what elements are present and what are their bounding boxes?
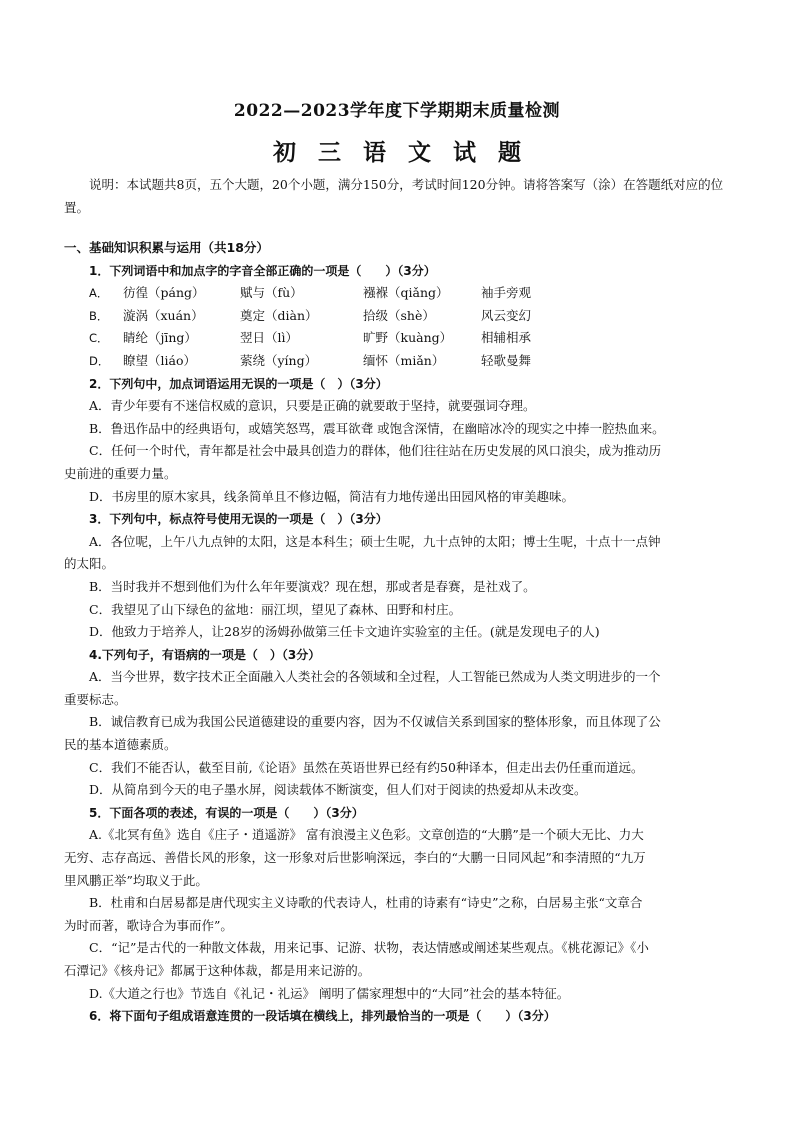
question-3-option-a-cont: 的太阳。	[64, 556, 115, 572]
question-2-option-c-cont: 史前进的重要力量。	[64, 465, 177, 481]
question-1-stem: 1．下列词语中和加点字的字音全部正确的一项是（ ）（3分）	[89, 263, 436, 278]
question-2-option-d: D．书房里的原木家具，线条简单且不修边幅，简洁有力地传递出田园风格的审美趣味。	[89, 488, 575, 504]
question-4-option-a: A．当今世界，数字技术正全面融入人类社会的各领域和全过程，人工智能已然成为人类文明进步的一个	[89, 669, 661, 685]
question-1-option-d	[64, 350, 736, 373]
option-word: 缅怀（miǎn）	[363, 352, 445, 368]
question-5-option-b: B．杜甫和白居易都是唐代现实主义诗歌的代表诗人，杜甫的诗素有“诗史”之称，白居易主张“文章合	[89, 895, 643, 911]
option-word: 袖手旁观	[481, 285, 532, 301]
option-word: 睛纶（jīng）	[123, 330, 197, 346]
question-4-option-c: C．我们不能否认，截至目前,《论语》虽然在英语世界已经有约50种译本，但走出去仍任重而道远。	[89, 759, 644, 775]
option-word: 萦绕（yíng）	[240, 352, 318, 368]
question-4-option-d: D．从简帛到今天的电子墨水屏，阅读载体不断演变，但人们对于阅读的热爱却从未改变。	[89, 782, 587, 798]
question-3-stem: 3．下列句中，标点符号使用无误的一项是（ ）（3分）	[89, 512, 388, 527]
question-5-option-c: C．“记”是古代的一种散文体裁，用来记事、记游、状物，表达情感或阐述某些观点。《桃花源记》《小	[89, 940, 649, 956]
question-2-stem: 2．下列句中，加点词语运用无误的一项是（ ）（3分）	[89, 376, 388, 391]
question-4-option-b: B．诚信教育已成为我国公民道德建设的重要内容，因为不仅诚信关系到国家的整体形象，而且体现了公	[89, 714, 661, 730]
exam-subject-title: 初三语文试题	[273, 139, 543, 166]
question-5-option-a: A.《北冥有鱼》选自《庄子・逍遥游》 富有浪漫主义色彩。文章创造的“大鹏”是一个硕大无比、力大	[89, 827, 644, 843]
question-1-option-b	[64, 305, 736, 328]
option-label: C．	[89, 331, 109, 346]
question-2-option-b: B．鲁迅作品中的经典语句，或嬉笑怒骂，震耳欲聋 或饱含深情，在幽暗冰冷的现实之中捧一腔热血来。	[89, 420, 665, 436]
question-5-stem: 5．下面各项的表述，有误的一项是（ ）（3分）	[89, 805, 364, 820]
question-2-option-c: C．任何一个时代，青年都是社会中最具创造力的群体，他们往往站在历史发展的风口浪尖，成为推动历	[89, 443, 662, 459]
question-5-option-a-cont2: 里风鹏正举”均取义于此。	[64, 872, 208, 888]
exam-title: 2022—2023学年度下学期期末质量检测	[233, 101, 561, 121]
option-word: 瞭望（liáo）	[123, 352, 196, 368]
exam-instructions: 说明：本试题共8页，五个大题，20个小题，满分150分，考试时间120分钟。请将答案写（涂）在答题纸对应的位置。	[64, 177, 724, 215]
question-5-option-c-cont: 石潭记》《核舟记》都属于这种体裁，都是用来记游的。	[64, 963, 371, 978]
option-word: 拾级（shè）	[363, 307, 435, 323]
question-3-option-d: D．他致力于培养人，让28岁的汤姆孙做第三任卡文迪许实验室的主任。(就是发现电子的人)	[89, 624, 600, 640]
option-word: 相辅相承	[481, 330, 532, 346]
question-5-option-b-cont: 为时而著，歌诗合为事而作”。	[64, 917, 233, 933]
question-4-stem: 4.下列句子，有语病的一项是（ ）（3分）	[89, 647, 321, 662]
option-word: 赋与（fù）	[240, 285, 303, 301]
option-word: 翌日（lì）	[240, 330, 298, 346]
option-word: 奠定（diàn）	[240, 307, 318, 323]
question-4-option-b-cont: 民的基本道德素质。	[64, 737, 177, 753]
question-1-option-a	[64, 282, 736, 305]
option-label: A．	[89, 286, 109, 301]
option-word: 漩涡（xuán）	[123, 307, 204, 323]
question-2-option-a: A．青少年要有不迷信权威的意识，只要是正确的就要敢于坚持，就要强词夺理。	[89, 398, 536, 414]
option-label: D．	[89, 353, 110, 368]
section-1	[64, 237, 736, 1028]
option-word: 轻歌曼舞	[481, 352, 532, 368]
option-word: 风云变幻	[481, 307, 532, 323]
question-1-option-c	[64, 327, 736, 350]
question-3-option-c: C．我望见了山下绿色的盆地：丽江坝，望见了森林、田野和村庄。	[89, 601, 462, 617]
section-1-title: 一、基础知识积累与运用（共18分）	[64, 240, 269, 255]
option-word: 彷徨（páng）	[123, 285, 205, 301]
question-5-option-d: D.《大道之行也》节选自《礼记・礼运》 阐明了儒家理想中的“大同”社会的基本特征。	[89, 985, 570, 1001]
question-3-option-a: A．各位呢，上午八九点钟的太阳，这是本科生；硕士生呢，九十点钟的太阳；博士生呢，十点十一点钟	[89, 533, 661, 549]
question-3-option-b: B．当时我并不想到他们为什么年年要演戏？现在想，那或者是春赛，是社戏了。	[89, 578, 536, 594]
option-word: 旷野（kuàng）	[363, 330, 453, 346]
question-6-stem: 6．将下面句子组成语意连贯的一段话填在横线上，排列最恰当的一项是（ ）（3分）	[89, 1009, 556, 1024]
option-label: B．	[89, 308, 109, 323]
question-5-option-a-cont: 无穷、志存高远、善借长风的形象，这一形象对后世影响深远，李白的“大鹏一日同风起”和李清照的“九万	[64, 850, 646, 866]
question-4-option-a-cont: 重要标志。	[64, 691, 127, 707]
option-word: 襁褓（qiǎng）	[363, 285, 449, 301]
